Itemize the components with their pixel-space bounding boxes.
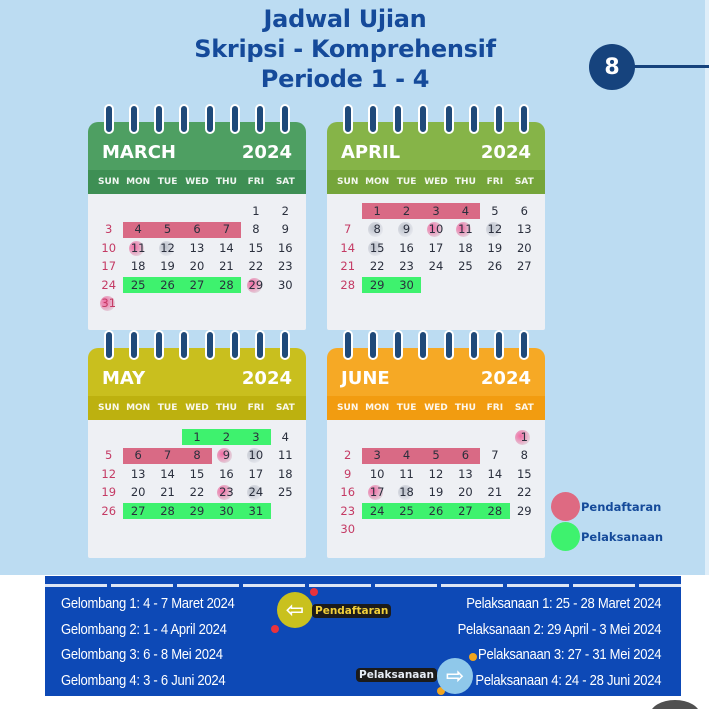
- weekday-header: [88, 170, 306, 194]
- year-label: 2024: [480, 142, 531, 163]
- empty-cell: [153, 202, 182, 220]
- day-cell: 17: [428, 240, 444, 255]
- day-cell: 20: [516, 240, 532, 255]
- day-cell: 25: [399, 503, 414, 518]
- weekday-label: MON: [126, 403, 151, 413]
- pelaksanaan-item: Pelaksanaan 4: 24 - 28 Juni 2024: [475, 672, 661, 689]
- day-cell: 13: [189, 240, 205, 255]
- day-cell: 25: [277, 485, 293, 500]
- weekday-label: FRI: [247, 177, 265, 187]
- gelombang-item: Gelombang 3: 6 - 8 Mei 2024: [61, 647, 223, 663]
- day-cell: 22: [189, 485, 205, 500]
- spiral-ring-icon: [129, 330, 139, 360]
- day-cell: 29: [516, 503, 532, 518]
- day-cell: 10: [101, 240, 117, 255]
- day-cell: 23: [219, 485, 234, 500]
- day-cell: 8: [520, 448, 528, 463]
- spiral-ring-icon: [280, 104, 290, 134]
- day-cell: 12: [428, 466, 444, 481]
- day-cell: 5: [432, 448, 440, 463]
- day-cell: 28: [487, 503, 503, 518]
- day-cell: 18: [458, 240, 473, 255]
- day-cell: 29: [248, 277, 264, 292]
- empty-cell: [212, 202, 241, 220]
- day-cell: 19: [160, 259, 175, 274]
- gelombang-item: Gelombang 2: 1 - 4 April 2024: [61, 621, 227, 638]
- weekday-label: FRI: [486, 403, 504, 413]
- decorative-dot: [271, 625, 279, 633]
- spiral-ring-icon: [519, 104, 529, 134]
- calendar-body: [88, 420, 306, 558]
- year-label: 2024: [241, 142, 292, 163]
- pelaksanaan-item: Pelaksanaan 2: 29 April - 3 Mei 2024: [457, 621, 661, 638]
- year-label: 2024: [480, 368, 531, 389]
- decorative-dot: [310, 588, 318, 596]
- day-cell: 28: [219, 277, 234, 292]
- day-cell: 23: [399, 259, 414, 274]
- day-cell: 29: [189, 503, 205, 518]
- day-cell: 4: [402, 448, 411, 463]
- calendar-body: [327, 420, 545, 558]
- day-cell: 20: [189, 259, 205, 274]
- empty-cell: [421, 428, 450, 446]
- day-cell: 2: [281, 204, 289, 218]
- spiral-ring-icon: [255, 104, 265, 134]
- day-cell: 22: [369, 259, 385, 274]
- arrow-right-icon: ⇨: [437, 658, 473, 694]
- pelaksanaan-item: Pelaksanaan 3: 27 - 31 Mei 2024: [477, 647, 661, 663]
- day-cell: 16: [340, 485, 356, 500]
- day-cell: 31: [101, 295, 117, 310]
- day-cell: 30: [219, 503, 234, 518]
- calendar-june: [327, 338, 545, 558]
- day-cell: 14: [340, 240, 356, 255]
- month-label: JUNE: [341, 368, 390, 389]
- day-cell: 5: [163, 222, 172, 237]
- day-cell: 2: [222, 430, 231, 444]
- day-cell: 2: [402, 204, 411, 218]
- title-line-3: Periode 1 - 4: [260, 65, 430, 93]
- calendar-body: [327, 194, 545, 330]
- day-cell: 19: [101, 485, 117, 500]
- day-cell: 17: [101, 259, 117, 274]
- day-cell: 23: [277, 259, 293, 274]
- year-label: 2024: [241, 368, 292, 389]
- day-cell: 20: [130, 485, 146, 500]
- calendar-april: [327, 112, 545, 330]
- day-cell: 30: [277, 277, 293, 292]
- day-cell: 26: [160, 277, 175, 292]
- day-cell: 14: [219, 240, 234, 255]
- day-cell: 18: [130, 259, 146, 274]
- day-cell: 23: [340, 503, 356, 518]
- spiral-ring-icon: [418, 104, 428, 134]
- gelombang-item: Gelombang 1: 4 - 7 Maret 2024: [61, 596, 235, 612]
- spiral-ring-icon: [393, 330, 403, 360]
- spiral-rings: [88, 104, 306, 136]
- weekday-label: THU: [215, 403, 237, 413]
- calendar-body: [88, 194, 306, 330]
- spiral-rings: [88, 330, 306, 362]
- weekday-label: WED: [185, 403, 209, 413]
- day-cell: 28: [340, 277, 356, 292]
- spiral-ring-icon: [154, 104, 164, 134]
- day-cell: 17: [369, 485, 385, 500]
- day-cell: 13: [458, 466, 473, 481]
- day-cell: 8: [252, 222, 260, 237]
- pendaftaran-swatch-icon: [551, 492, 580, 521]
- spiral-rings: [327, 104, 545, 136]
- day-cell: 9: [344, 466, 352, 481]
- spiral-ring-icon: [469, 330, 479, 360]
- weekday-label: TUE: [396, 403, 417, 413]
- spiral-ring-icon: [179, 104, 189, 134]
- day-cell: 25: [130, 277, 146, 292]
- spiral-ring-icon: [343, 330, 353, 360]
- spiral-ring-icon: [104, 330, 114, 360]
- day-cell: 18: [277, 466, 293, 481]
- weekday-label: THU: [454, 403, 476, 413]
- day-cell: 26: [487, 259, 503, 274]
- day-cell: 24: [248, 485, 264, 500]
- day-cell: 8: [193, 448, 201, 463]
- spiral-ring-icon: [280, 330, 290, 360]
- day-cell: 31: [248, 503, 264, 518]
- day-cell: 21: [219, 259, 234, 274]
- spiral-ring-icon: [494, 330, 504, 360]
- weekday-label: SAT: [275, 403, 295, 413]
- weekday-label: MON: [365, 403, 390, 413]
- empty-cell: [480, 428, 509, 446]
- day-cell: 6: [461, 448, 470, 463]
- day-cell: 30: [399, 277, 414, 292]
- spiral-ring-icon: [255, 330, 265, 360]
- day-cell: 15: [516, 466, 532, 481]
- day-cell: 21: [487, 485, 503, 500]
- day-cell: 13: [130, 466, 146, 481]
- weekday-label: SUN: [98, 403, 120, 413]
- day-grid: [333, 202, 539, 294]
- spiral-ring-icon: [368, 330, 378, 360]
- pendaftaran-tag: Pendaftaran: [312, 604, 391, 618]
- day-cell: 8: [373, 222, 381, 237]
- spiral-ring-icon: [179, 330, 189, 360]
- weekday-label: FRI: [247, 403, 265, 413]
- day-cell: 9: [222, 448, 231, 463]
- spiral-ring-icon: [205, 104, 215, 134]
- calendar-may: [88, 338, 306, 558]
- day-cell: 1: [373, 204, 381, 218]
- day-cell: 24: [428, 259, 444, 274]
- spiral-ring-icon: [104, 104, 114, 134]
- weekday-label: MON: [365, 177, 390, 187]
- day-cell: 16: [219, 466, 234, 481]
- day-cell: 11: [399, 466, 414, 481]
- day-grid: [333, 428, 539, 538]
- day-cell: 24: [369, 503, 385, 518]
- spiral-ring-icon: [519, 330, 529, 360]
- day-cell: 10: [428, 222, 444, 237]
- pelaksanaan-swatch-icon: [551, 522, 580, 551]
- empty-cell: [153, 428, 182, 446]
- day-cell: 9: [281, 222, 289, 237]
- weekday-label: SUN: [337, 403, 359, 413]
- day-cell: 16: [399, 240, 414, 255]
- schedule-info-box: [45, 576, 681, 696]
- day-cell: 1: [520, 430, 528, 444]
- spiral-ring-icon: [393, 104, 403, 134]
- decorative-corner-shape: [650, 700, 700, 709]
- empty-cell: [182, 202, 211, 220]
- day-cell: 29: [369, 277, 385, 292]
- day-cell: 12: [101, 466, 117, 481]
- day-cell: 14: [487, 466, 503, 481]
- empty-cell: [333, 202, 362, 220]
- day-cell: 3: [252, 430, 260, 444]
- decorative-dot: [469, 653, 477, 661]
- month-label: MAY: [102, 368, 146, 389]
- day-cell: 2: [344, 448, 352, 463]
- day-cell: 27: [516, 259, 532, 274]
- gelombang-list: [61, 592, 254, 694]
- empty-cell: [333, 428, 362, 446]
- empty-cell: [451, 428, 480, 446]
- pelaksanaan-item: Pelaksanaan 1: 25 - 28 Maret 2024: [466, 596, 661, 612]
- day-cell: 19: [428, 485, 444, 500]
- day-cell: 15: [248, 240, 264, 255]
- day-cell: 30: [340, 521, 356, 536]
- day-cell: 11: [458, 222, 473, 237]
- day-cell: 18: [399, 485, 414, 500]
- day-cell: 20: [458, 485, 473, 500]
- day-cell: 27: [130, 503, 146, 518]
- step-number-badge: 8: [589, 44, 635, 90]
- day-cell: 7: [163, 448, 172, 463]
- day-cell: 24: [101, 277, 117, 292]
- day-cell: 3: [373, 448, 381, 463]
- day-cell: 11: [130, 240, 146, 255]
- day-cell: 15: [369, 240, 385, 255]
- weekday-header: [327, 170, 545, 194]
- empty-cell: [362, 428, 391, 446]
- day-cell: 1: [252, 204, 260, 218]
- spiral-ring-icon: [444, 330, 454, 360]
- weekday-label: WED: [424, 403, 448, 413]
- day-cell: 6: [193, 222, 201, 237]
- spiral-ring-icon: [230, 104, 240, 134]
- spiral-ring-icon: [368, 104, 378, 134]
- day-cell: 13: [516, 222, 532, 237]
- day-cell: 3: [432, 204, 440, 218]
- day-cell: 6: [520, 204, 528, 218]
- calendar-march: [88, 112, 306, 330]
- spiral-ring-icon: [494, 104, 504, 134]
- weekday-header: [327, 396, 545, 420]
- empty-cell: [94, 428, 123, 446]
- spiral-ring-icon: [418, 330, 428, 360]
- day-cell: 27: [189, 277, 205, 292]
- empty-cell: [123, 428, 152, 446]
- title-line-2: Skripsi - Komprehensif: [194, 35, 496, 63]
- weekday-label: SUN: [98, 177, 120, 187]
- title-line-1: Jadwal Ujian: [263, 5, 427, 33]
- day-cell: 5: [491, 204, 499, 218]
- day-cell: 21: [340, 259, 356, 274]
- spiral-rings: [327, 330, 545, 362]
- day-cell: 19: [487, 240, 503, 255]
- day-cell: 25: [458, 259, 473, 274]
- badge-connector-line: [634, 65, 709, 68]
- spiral-ring-icon: [469, 104, 479, 134]
- weekday-label: SUN: [337, 177, 359, 187]
- spiral-ring-icon: [205, 330, 215, 360]
- decorative-stripe: [45, 584, 681, 587]
- month-label: MARCH: [102, 142, 176, 163]
- day-cell: 12: [160, 240, 175, 255]
- weekday-label: THU: [454, 177, 476, 187]
- spiral-ring-icon: [129, 104, 139, 134]
- day-cell: 4: [134, 222, 142, 237]
- day-cell: 17: [248, 466, 264, 481]
- day-cell: 10: [369, 466, 385, 481]
- panel-edge: [705, 0, 709, 575]
- spiral-ring-icon: [230, 330, 240, 360]
- spiral-ring-icon: [154, 330, 164, 360]
- weekday-header: [88, 396, 306, 420]
- weekday-label: WED: [424, 177, 448, 187]
- day-cell: 7: [222, 222, 231, 237]
- weekday-label: TUE: [157, 403, 178, 413]
- weekday-label: TUE: [157, 177, 178, 187]
- day-grid: [94, 428, 300, 520]
- page-title: [150, 4, 540, 94]
- weekday-label: SAT: [514, 403, 534, 413]
- day-cell: 9: [402, 222, 411, 237]
- empty-cell: [94, 202, 123, 220]
- day-cell: 4: [461, 204, 470, 218]
- legend-label: Pelaksanaan: [581, 530, 664, 544]
- day-cell: 28: [160, 503, 175, 518]
- empty-cell: [123, 202, 152, 220]
- weekday-label: TUE: [396, 177, 417, 187]
- day-cell: 10: [248, 448, 264, 463]
- day-cell: 7: [491, 448, 499, 463]
- day-cell: 11: [277, 448, 293, 463]
- day-cell: 16: [277, 240, 293, 255]
- day-cell: 26: [428, 503, 444, 518]
- day-cell: 21: [160, 485, 175, 500]
- month-label: APRIL: [341, 142, 401, 163]
- day-cell: 15: [189, 466, 205, 481]
- day-cell: 6: [134, 448, 142, 463]
- weekday-label: MON: [126, 177, 151, 187]
- spiral-ring-icon: [444, 104, 454, 134]
- arrow-left-icon: ⇦: [277, 592, 313, 628]
- weekday-label: THU: [215, 177, 237, 187]
- day-cell: 7: [344, 222, 352, 237]
- empty-cell: [392, 428, 421, 446]
- pelaksanaan-tag: Pelaksanaan: [356, 668, 437, 682]
- gelombang-item: Gelombang 4: 3 - 6 Juni 2024: [61, 672, 226, 689]
- day-cell: 14: [160, 466, 175, 481]
- day-cell: 12: [487, 222, 503, 237]
- day-cell: 22: [248, 259, 264, 274]
- day-cell: 1: [193, 430, 201, 444]
- weekday-label: WED: [185, 177, 209, 187]
- legend-label: Pendaftaran: [581, 500, 662, 514]
- spiral-ring-icon: [343, 104, 353, 134]
- day-cell: 22: [516, 485, 532, 500]
- day-cell: 4: [281, 430, 289, 444]
- day-grid: [94, 202, 300, 312]
- day-cell: 3: [105, 222, 113, 237]
- day-cell: 26: [101, 503, 117, 518]
- day-cell: 5: [105, 448, 113, 463]
- weekday-label: FRI: [486, 177, 504, 187]
- weekday-label: SAT: [275, 177, 295, 187]
- weekday-label: SAT: [514, 177, 534, 187]
- day-cell: 27: [458, 503, 473, 518]
